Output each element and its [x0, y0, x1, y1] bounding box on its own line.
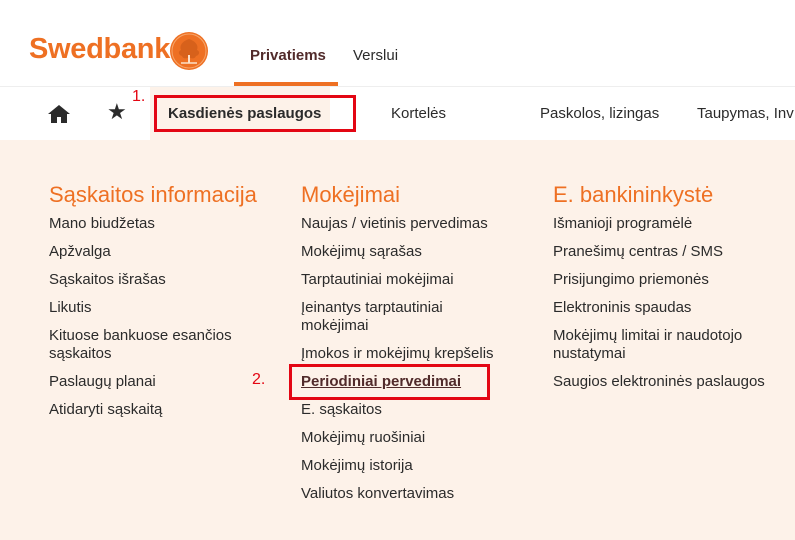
menu-column-e-banking [553, 182, 765, 401]
nav-item-daily-services[interactable]: Kasdienės paslaugos [168, 105, 322, 122]
menu-link[interactable]: Mokėjimų sąrašas [301, 243, 422, 260]
menu-column-account-info [49, 182, 257, 429]
home-icon[interactable] [47, 104, 71, 124]
annotation-box-step-1 [154, 95, 356, 132]
swedbank-oak-logo-icon[interactable] [169, 31, 209, 71]
menu-link[interactable]: Pranešimų centras / SMS [553, 243, 724, 260]
menu-link[interactable]: Mano biudžetas [49, 215, 155, 232]
annotation-step-1: 1. [132, 88, 146, 105]
menu-link[interactable]: E. sąskaitos [301, 401, 382, 418]
menu-link[interactable]: Sąskaitos išrašas [49, 271, 166, 288]
menu-link[interactable]: Išmanioji programėlė [553, 215, 693, 232]
menu-column-payments [301, 182, 494, 513]
menu-link[interactable]: Tarptautiniai mokėjimai [301, 271, 454, 288]
menu-link[interactable]: Valiutos konvertavimas [301, 485, 455, 502]
brand-logo-text[interactable]: Swedbank [29, 33, 171, 65]
menu-link[interactable]: Apžvalga [49, 243, 111, 260]
nav-item-cards[interactable]: Kortelės [391, 105, 447, 122]
menu-link[interactable]: Likutis [49, 299, 92, 316]
menu-link[interactable]: Naujas / vietinis pervedimas [301, 215, 488, 232]
segment-tab-business[interactable]: Verslui [353, 47, 399, 64]
menu-link[interactable]: Atidaryti sąskaitą [49, 401, 163, 418]
nav-item-savings[interactable]: Taupymas, Inv [697, 105, 794, 122]
segment-tab-private[interactable]: Privatiems [250, 47, 326, 64]
menu-link[interactable]: Mokėjimų limitai ir naudotojo nustatymai [553, 327, 743, 362]
menu-link[interactable]: Įmokos ir mokėjimų krepšelis [301, 345, 494, 362]
menu-link[interactable]: Mokėjimų istorija [301, 457, 413, 474]
menu-link[interactable]: Paslaugų planai [49, 373, 156, 390]
site-header [0, 0, 795, 86]
menu-link[interactable]: Elektroninis spaudas [553, 299, 692, 316]
menu-link[interactable]: Kituose bankuose esančios sąskaitos [49, 327, 232, 362]
nav-item-loans[interactable]: Paskolos, lizingas [540, 105, 660, 122]
menu-link-periodic-transfers[interactable]: Periodiniai pervedimai [301, 373, 462, 390]
star-icon[interactable]: ★ [107, 99, 127, 124]
menu-link[interactable]: Įeinantys tarptautiniai mokėjimai [301, 299, 443, 334]
column-heading: Mokėjimai [301, 182, 401, 207]
main-navigation [0, 87, 795, 140]
column-heading: E. bankininkystė [553, 182, 714, 207]
menu-link[interactable]: Prisijungimo priemonės [553, 271, 709, 288]
menu-link[interactable]: Mokėjimų ruošiniai [301, 429, 426, 446]
menu-link[interactable]: Saugios elektroninės paslaugos [553, 373, 765, 390]
annotation-box-step-2 [289, 364, 490, 400]
column-heading: Sąskaitos informacija [49, 182, 257, 207]
annotation-step-2: 2. [252, 371, 266, 388]
mega-menu-panel [0, 140, 795, 540]
